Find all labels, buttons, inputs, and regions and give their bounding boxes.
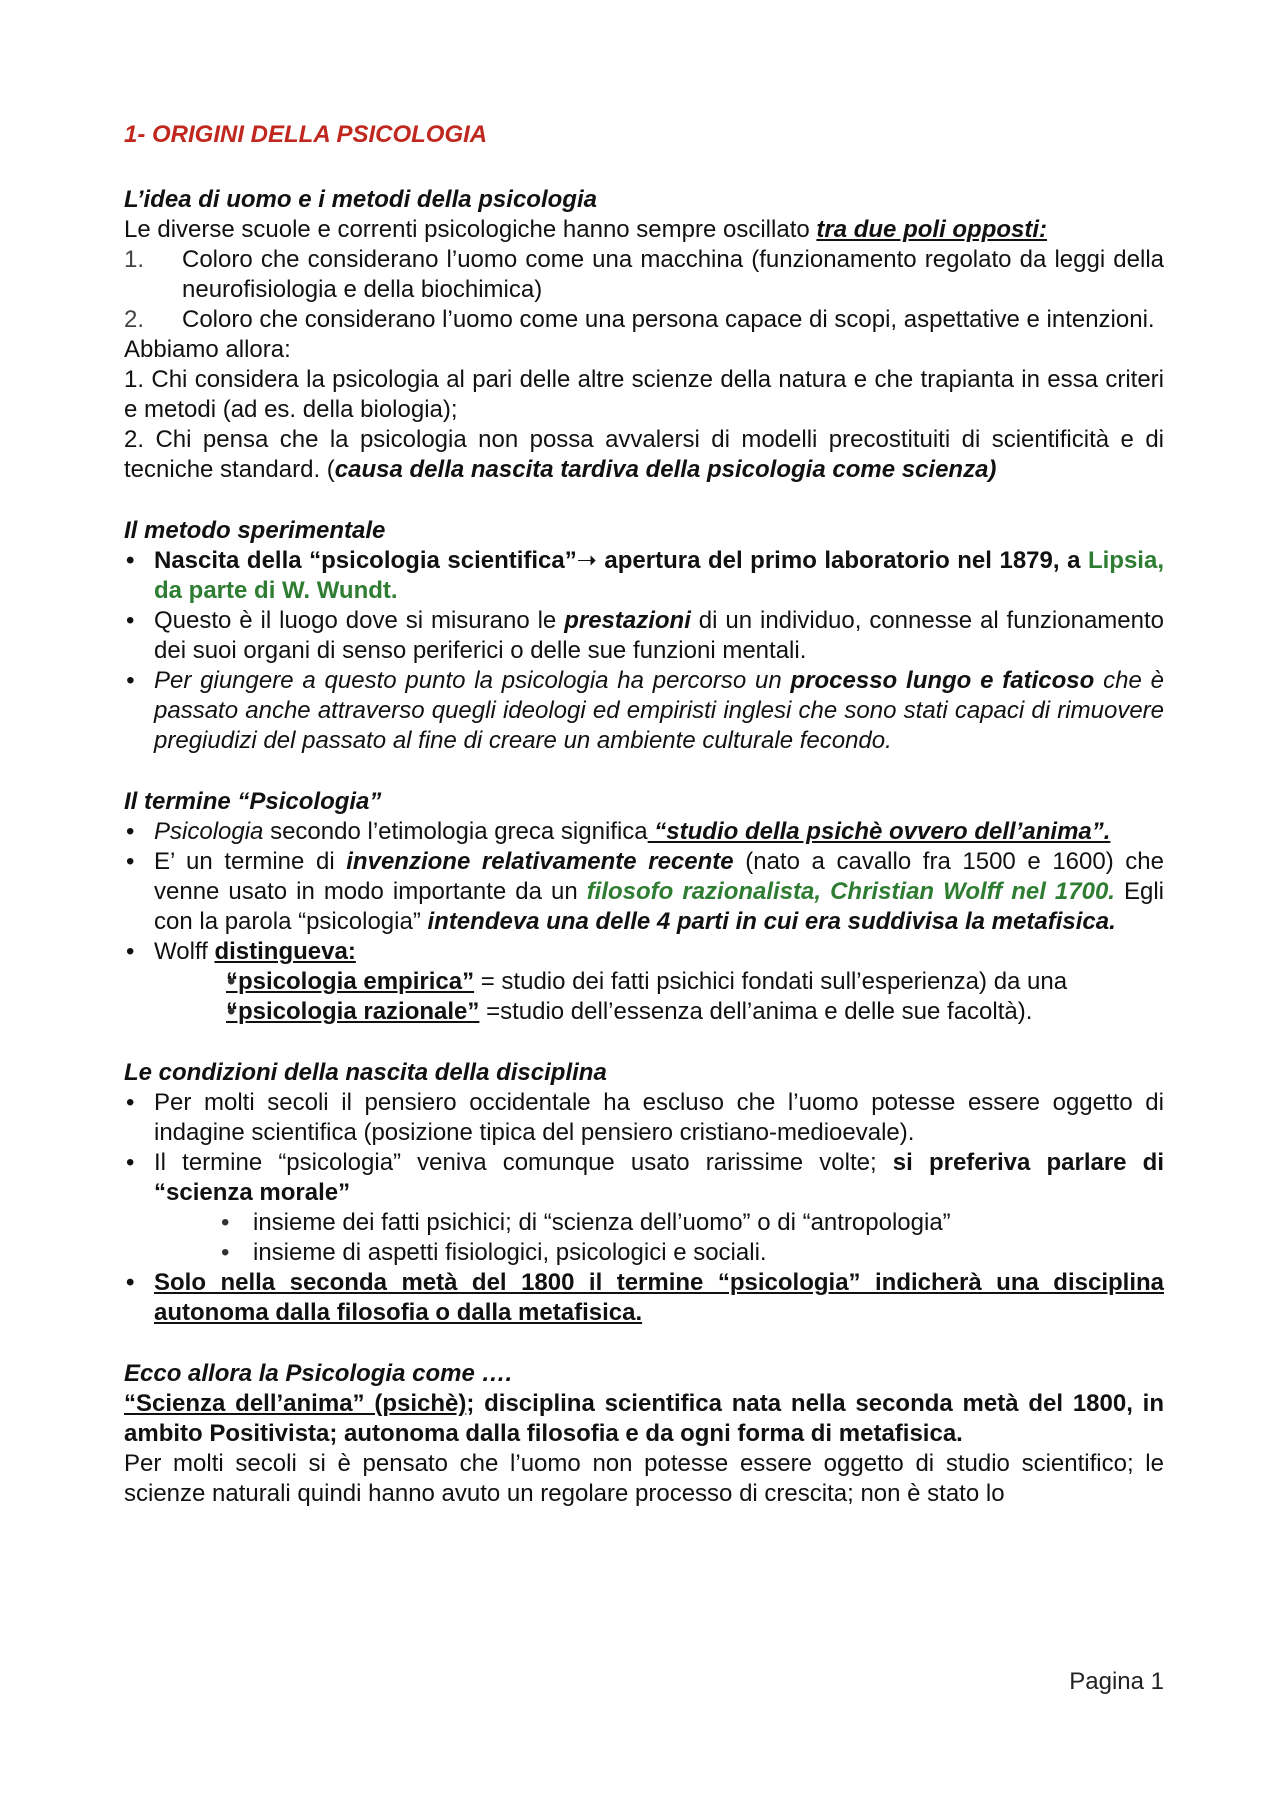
- paragraph-point-1: 1. Chi considera la psicologia al pari delle altre scienze della natura e che trapianta in essa criteri e metodi (ad es. della biologia);: [124, 366, 1164, 423]
- list-item: 1. Coloro che considerano l’uomo come una macchina (funzionamento regolato da leggi della neurofisiologia e della biochimica): [124, 246, 1164, 303]
- section-heading-psicologia-come: Ecco allora la Psicologia come ….: [124, 1360, 513, 1387]
- document-page: [124, 120, 1164, 1509]
- sub-list-item: • “psicologia razionale” =studio dell’essenza dell’anima e delle sue facoltà).: [124, 997, 1164, 1027]
- bullet-list: [124, 817, 1164, 1027]
- sub-list-item: • insieme dei fatti psichici; di “scienza dell’uomo” o di “antropologia”: [124, 1208, 1164, 1238]
- list-item: • Wolff distingueva: • “psicologia empirica” = studio dei fatti psichici fondati sull’esperienza) da una • “psicologia razionale” =studio dell’essenza dell’anima e delle sue facoltà).: [124, 937, 1164, 1027]
- section-heading-metodo: Il metodo sperimentale: [124, 517, 386, 544]
- list-item: • Questo è il luogo dove si misurano le prestazioni di un individuo, connesse al funzionamento dei suoi organi di senso periferici o delle sue funzioni mentali.: [124, 606, 1164, 666]
- list-item: 2. Coloro che considerano l’uomo come una persona capace di scopi, aspettative e intenzioni.: [124, 306, 1155, 333]
- numbered-list: [124, 245, 1164, 335]
- list-item: • E’ un termine di invenzione relativamente recente (nato a cavallo fra 1500 e 1600) che venne usato in modo importante da un filosofo razionalista, Christian Wolff nel 1700. Egli con la parola “psicologia” intendeva una delle 4 parti in cui era suddivisa la metafisica.: [124, 847, 1164, 937]
- list-item: • Il termine “psicologia” veniva comunque usato rarissime volte; si preferiva parlare di “scienza morale” • insieme dei fatti psichici; di “scienza dell’uomo” o di “antropologia” • insieme di aspetti fisiologici, psicologici e sociali.: [124, 1148, 1164, 1268]
- section-heading-condizioni: Le condizioni della nascita della disciplina: [124, 1059, 607, 1086]
- section-heading-idea-uomo: L’idea di uomo e i metodi della psicologia: [124, 186, 597, 213]
- paragraph-point-2: 2. Chi pensa che la psicologia non possa avvalersi di modelli precostituiti di scientificità e di tecniche standard. (causa della nascita tardiva della psicologia come scienza): [124, 426, 1164, 483]
- page-title: 1- ORIGINI DELLA PSICOLOGIA: [124, 121, 488, 148]
- bullet-list: [124, 546, 1164, 756]
- section-intro: Le diverse scuole e correnti psicologiche hanno sempre oscillato tra due poli opposti:: [124, 216, 1048, 243]
- paragraph-abbiamo: Abbiamo allora:: [124, 336, 291, 363]
- bullet-list: [124, 1088, 1164, 1328]
- list-item: • Per giungere a questo punto la psicologia ha percorso un processo lungo e faticoso che è passato anche attraverso quegli ideologi ed empiristi inglesi che sono stati capaci di rimuovere pregiudizi del passato al fine di creare un ambiente culturale fecondo.: [124, 666, 1164, 756]
- sub-list-item: • “psicologia empirica” = studio dei fatti psichici fondati sull’esperienza) da una: [124, 967, 1164, 997]
- sub-list-item: • insieme di aspetti fisiologici, psicologici e sociali.: [124, 1238, 1164, 1268]
- page-number: Pagina 1: [1069, 1668, 1164, 1695]
- list-item: • Per molti secoli il pensiero occidentale ha escluso che l’uomo potesse essere oggetto di indagine scientifica (posizione tipica del pensiero cristiano-medioevale).: [124, 1088, 1164, 1148]
- list-item: • Solo nella seconda metà del 1800 il termine “psicologia” indicherà una disciplina autonoma dalla filosofia o dalla metafisica.: [124, 1268, 1164, 1328]
- paragraph-body: Per molti secoli si è pensato che l’uomo non potesse essere oggetto di studio scientifico; le scienze naturali quindi hanno avuto un regolare processo di crescita; non è stato lo: [124, 1450, 1164, 1507]
- paragraph-definition: “Scienza dell’anima” (psichè); disciplina scientifica nata nella seconda metà del 1800, in ambito Positivista; autonoma dalla filosofia e da ogni forma di metafisica.: [124, 1390, 1164, 1447]
- section-heading-termine: Il termine “Psicologia”: [124, 788, 382, 815]
- list-item: • Psicologia secondo l’etimologia greca significa “studio della psichè ovvero dell’anima”.: [124, 817, 1164, 847]
- sub-list: [124, 967, 1164, 1027]
- sub-list: [124, 1208, 1164, 1268]
- list-item: • Nascita della “psicologia scientifica”➝ apertura del primo laboratorio nel 1879, a Lipsia, da parte di W. Wundt.: [124, 546, 1164, 606]
